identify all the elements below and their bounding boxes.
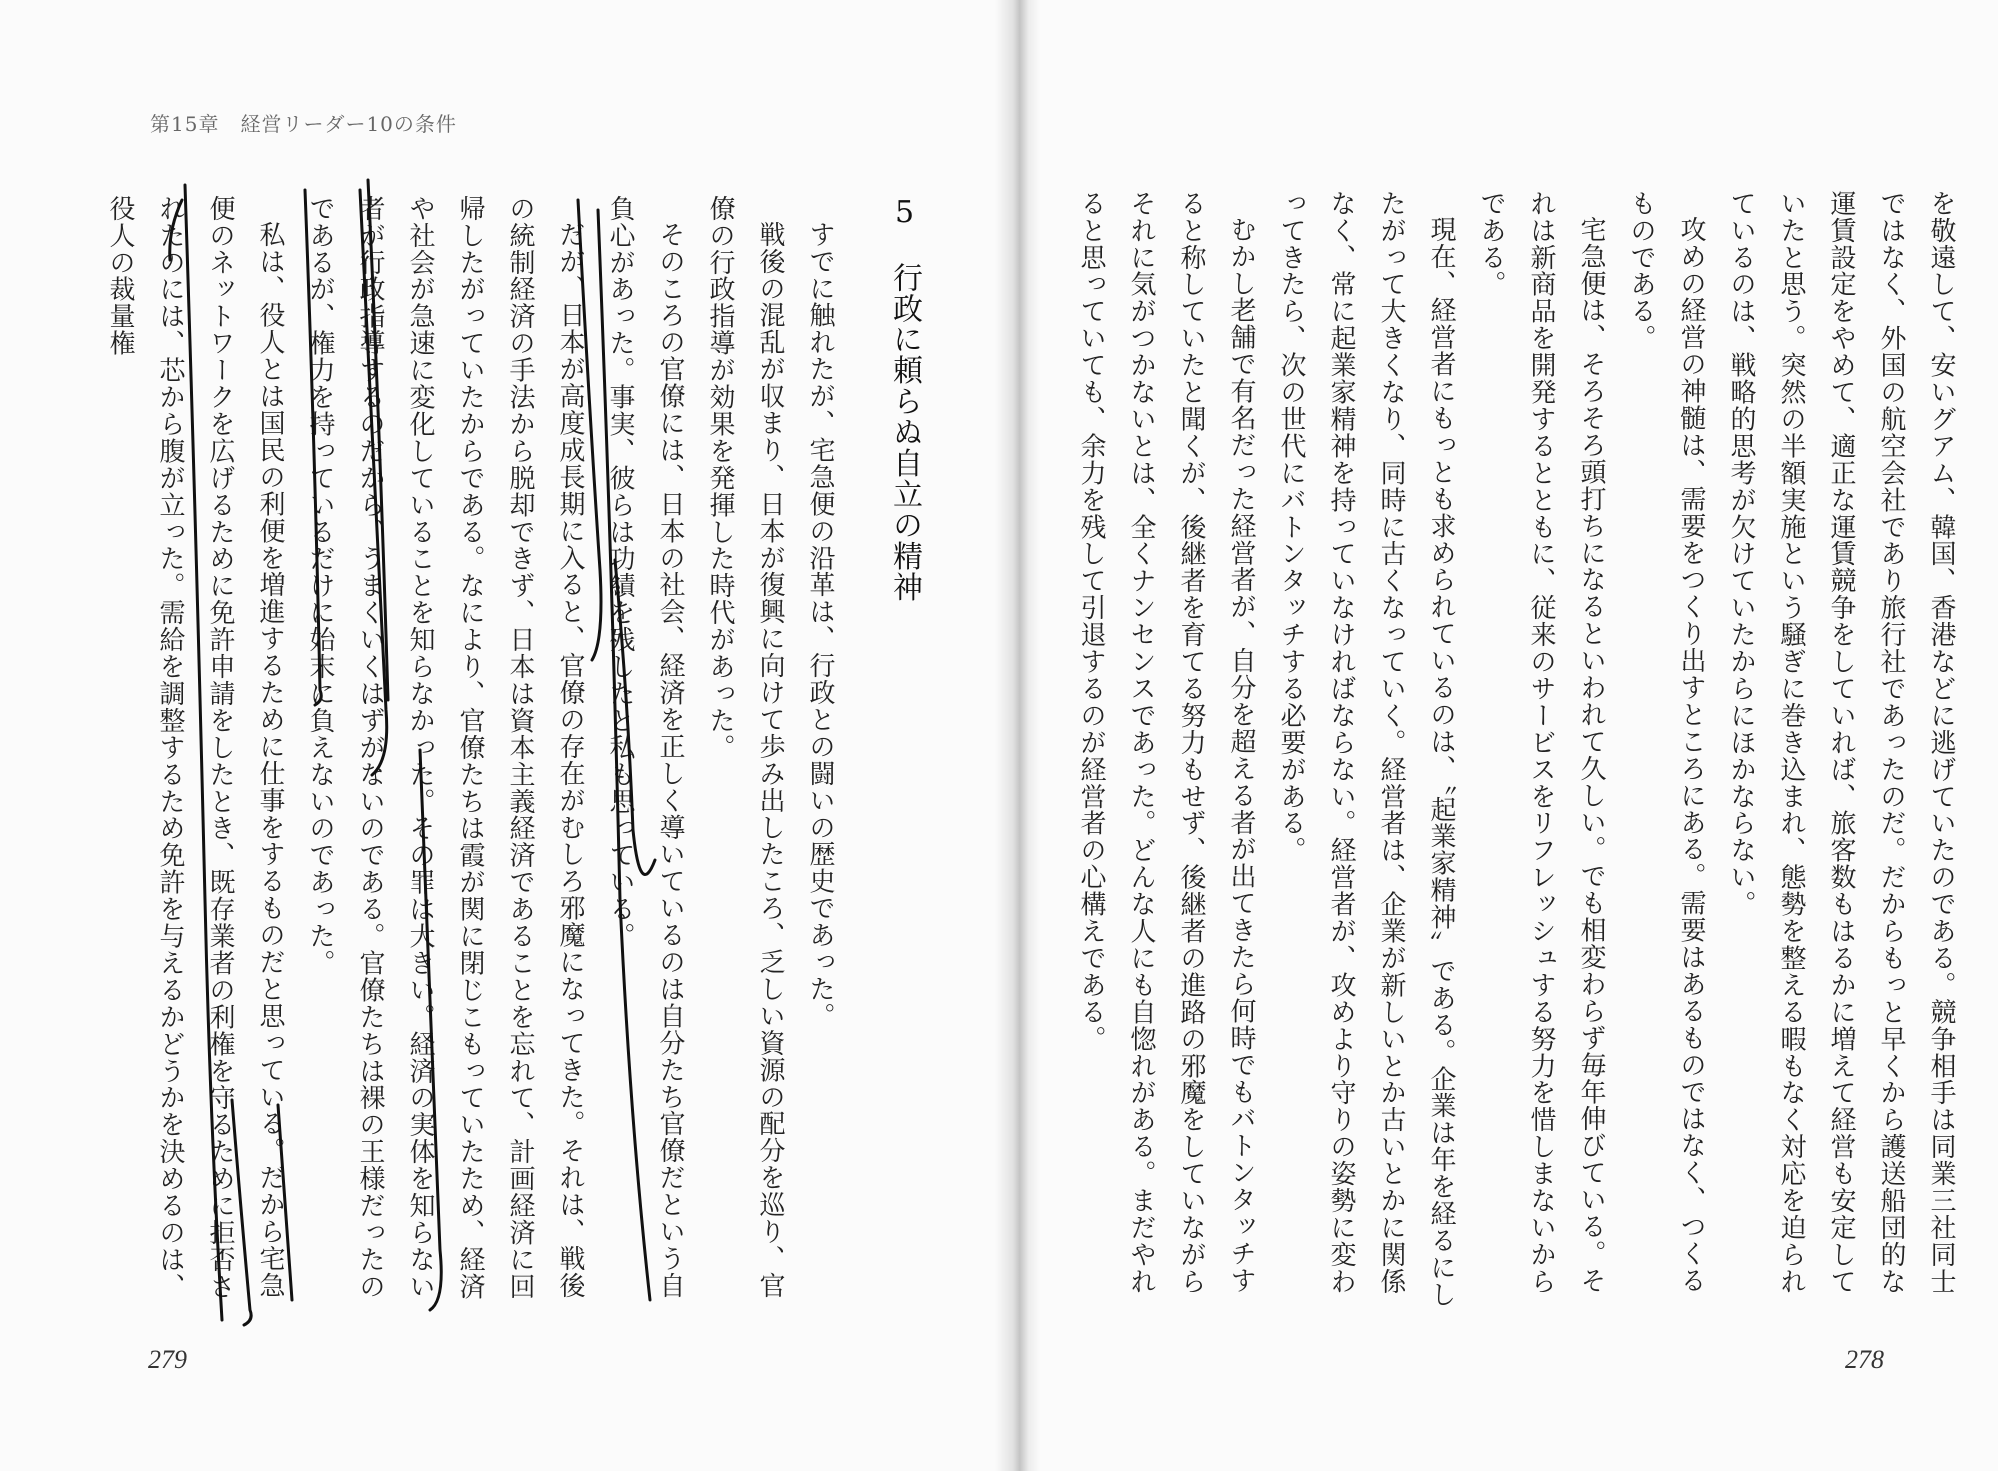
paragraph: すでに触れたが、宅急便の沿革は、行政との闘いの歴史であった。 (805, 221, 835, 1030)
paragraph: 宅急便は、そろそろ頭打ちになるといわれて久しい。でも相変わらず毎年伸びている。それは新商品を開発するとともに、従来のサービスをリフレッシュする努力を惜しまないからである。 (1476, 190, 1606, 1295)
paragraph: だが、日本が高度成長期に入ると、官僚の存在がむしろ邪魔になってきた。それは、戦後の統制経済の手法から脱却できず、日本は資本主義経済であることを忘れて、計画経済に回帰したがっていたからである。なにより、官僚たちは霞が関に閉じこもっていたため、経済や社会が急速に変化していることを知らなかった。その罪は大きい。経済の実体を知らない者が行政指導するのだから、うまくいくはずがないのである。官僚たちは裸の王様だったのであるが、権力を持っているだけに始末に負えないのであった。 (305, 195, 585, 1300)
paragraph: 現在、経営者にもっとも求められているのは、〝起業家精神〟である。企業は年を経るにしたがって大きくなり、同時に古くなっていく。経営者は、企業が新しいとか古いとかに関係なく、常に起業家精神を持っていなければならない。経営者が、攻めより守りの姿勢に変わってきたら、次の世代にバトンタッチする必要がある。 (1276, 190, 1456, 1308)
right-page (1015, 0, 1998, 1471)
paragraph: むかし老舗で有名だった経営者が、自分を超える者が出てきたら何時でもバトンタッチすると称していたと聞くが、後継者を育てる努力もせず、後継者の進路の邪魔をしていながらそれに気がつかないとは、全くナンセンスであった。どんな人にも自惚れがある。まだやれると思っていても、余力を残して引退するのが経営者の心構えである。 (1076, 190, 1256, 1295)
page-number: 278 (1845, 1345, 1884, 1374)
paragraph: そのころの官僚には、日本の社会、経済を正しく導いているのは自分たち官僚だという自負心があった。事実、彼らは功績を残したと私も思っている。 (605, 195, 685, 1299)
paragraph: 攻めの経営の神髄は、需要をつくり出すところにある。需要はあるものではなく、つくるものである。 (1626, 190, 1706, 1294)
right-page-body (1066, 190, 1966, 1315)
section-title: 行政に頼らぬ自立の精神 (887, 261, 922, 603)
page-number: 279 (148, 1345, 187, 1374)
section-number: 5 (887, 195, 922, 231)
running-head: 第15章 経営リーダー10の条件 (150, 112, 457, 136)
paragraph: を敬遠して、安いグアム、韓国、香港などに逃げていたのである。競争相手は同業三社同士ではなく、外国の航空会社であり旅行社であったのだ。だからもっと早くから護送船団的な運賃設定をやめて、適正な運賃競争をしていれば、旅客数もはるかに増えて経営も安定していたと思う。突然の半額実施という騒ぎに巻き込まれ、態勢を整える暇もなく対応を迫られているのは、戦略的思考が欠けていたからにほかならない。 (1726, 190, 1956, 1295)
paragraph: 戦後の混乱が収まり、日本が復興に向けて歩み出したころ、乏しい資源の配分を巡り、官僚の行政指導が効果を発揮した時代があった。 (705, 195, 785, 1299)
section-heading (879, 195, 929, 1315)
book-gutter-shadow (995, 0, 1040, 1471)
left-page-body (95, 195, 935, 1315)
paragraph: 私は、役人とは国民の利便を増進するために仕事をするものだと思っている。だから宅急便のネットワークを広げるために免許申請をしたとき、既存業者の利権を守るために拒否されたのには、芯から腹が立った。需給を調整するため免許を与えるかどうかを決めるのは、役人の裁量権 (105, 195, 285, 1300)
